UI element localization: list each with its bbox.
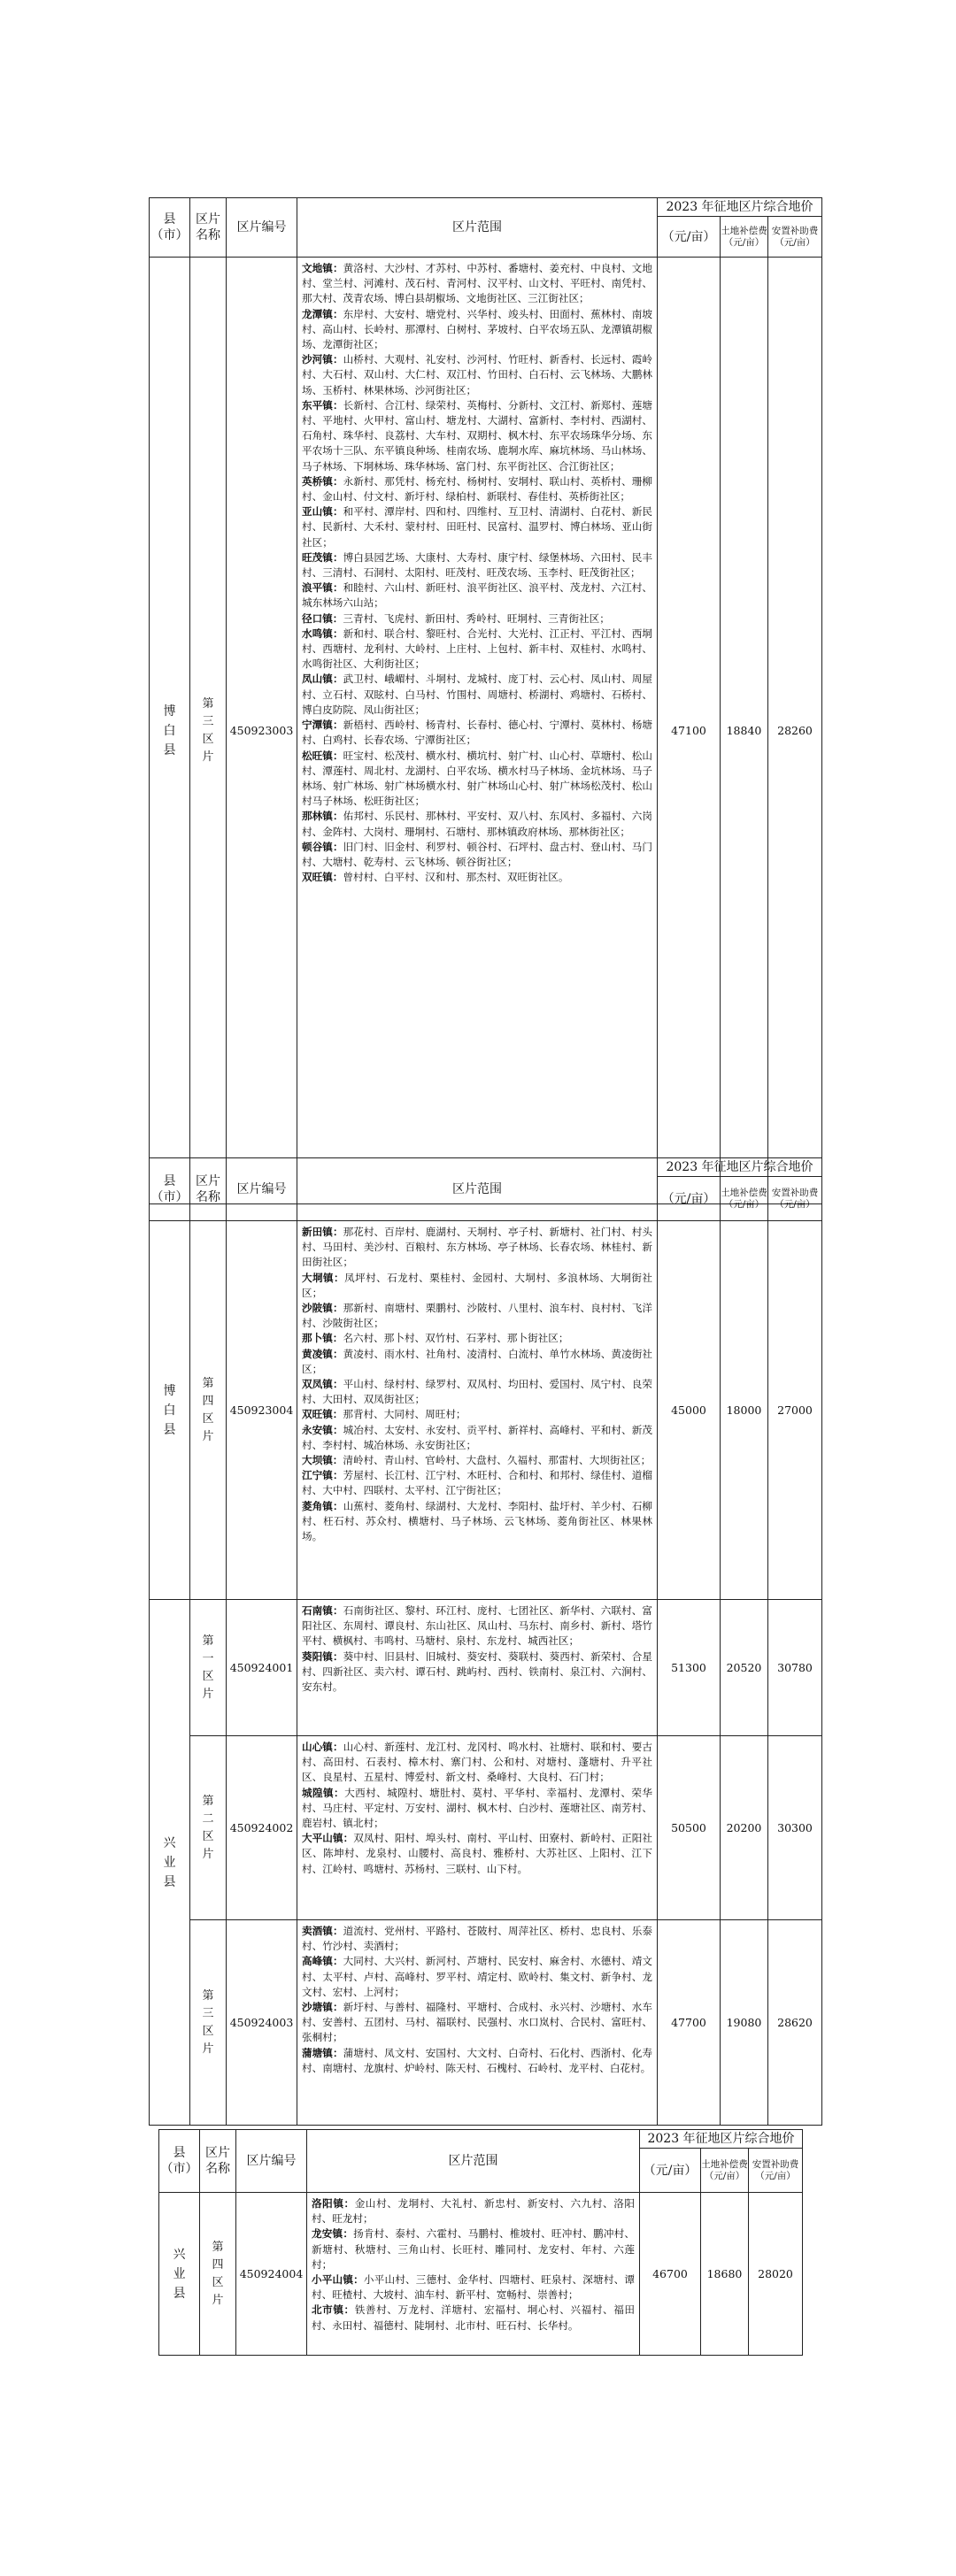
zone-name: 第一区片 (202, 1634, 214, 1701)
town-entry (302, 1468, 652, 1498)
land-price-table (158, 2129, 803, 2356)
header-land-comp: 土地补偿费（元/亩） (701, 2149, 749, 2193)
total-price: 45000 (658, 1221, 721, 1600)
header-zone-name: 区片名称 (200, 2130, 236, 2193)
table-row (150, 1221, 822, 1600)
town-villages: 黄洛村、大沙村、才苏村、中苏村、番塘村、姜充村、中良村、文地村、堂兰村、河滩村、茂石村、青河村、汉平村、山文村、平旺村、南凭村、那大村、茂青农场、博白县胡椒场、文地街社区、三江街社区； (302, 262, 652, 305)
town-name: 洛阳镇： (312, 2197, 355, 2210)
zone-scope (297, 1600, 658, 1736)
town-entry (302, 1603, 652, 1649)
town-villages: 山心村、新莲村、龙江村、龙冈村、鸣水村、社塘村、联和村、要古村、高田村、石表村、樟木村、寨门村、公和村、对塘村、蓬塘村、升平社区、良星村、五星村、博爱村、新文村、桑峰村、大良村、石门村； (302, 1741, 652, 1784)
town-entry (302, 398, 652, 474)
town-villages: 曾村村、白平村、汉和村、那杰村、双旺街社区。 (343, 871, 569, 884)
zone-name-cell (190, 1736, 227, 1920)
town-name: 沙塘镇： (302, 2001, 343, 2014)
header-zone-code: 区片编号 (227, 198, 297, 258)
total-price: 47700 (658, 1920, 721, 2126)
zone-scope (307, 2193, 640, 2356)
town-entry (302, 474, 652, 504)
land-comp-value: 20520 (721, 1600, 768, 1736)
town-villages: 永新村、那凭村、杨充村、杨树村、安垌村、联山村、英桥村、珊柳村、金山村、付文村、新圩村、绿柏村、新联村、春佳村、英桥街社区； (302, 474, 652, 504)
town-name: 文地镇： (302, 262, 343, 274)
town-name: 旺茂镇： (302, 550, 343, 564)
header-price-group: 2023 年征地区片综合地价 (658, 1158, 822, 1177)
town-name: 大坝镇： (302, 1454, 343, 1467)
town-name: 宁潭镇： (302, 719, 343, 732)
town-villages: 山桥村、大观村、礼安村、沙河村、竹旺村、新香村、长远村、霞岭村、大石村、双山村、大仁村、双江村、竹田村、白石村、云飞林场、大鹏林场、玉桥村、林果林场、沙河街社区； (302, 353, 652, 396)
town-name: 永安镇： (302, 1423, 343, 1436)
town-entry (312, 2196, 635, 2226)
header-total-unit: （元/亩） (658, 217, 721, 258)
town-entry (302, 1225, 652, 1271)
land-comp-value: 18680 (701, 2193, 749, 2356)
town-villages: 旺宝村、松茂村、横水村、横坑村、射广村、山心村、草塘村、松山村、潭莲村、周北村、龙湖村、白平农场、横水村马子林场、金坑林场、马子林场、射广林场、射广林场横水村、射广林场山心村、射广林场松茂村、松山村马子林场、松旺街社区； (302, 749, 652, 808)
town-villages: 名六村、那卜村、双竹村、石茅村、那卜街社区； (343, 1332, 569, 1345)
town-name: 松旺镇： (302, 749, 343, 762)
county-name: 兴业县 (173, 2247, 186, 2301)
town-entry (302, 840, 652, 870)
county-name: 博白县 (163, 1383, 176, 1437)
town-villages: 清岭村、青山村、官岭村、大盘村、久福村、那雷村、大坝街社区； (343, 1454, 651, 1467)
header-county: 县（市） (150, 198, 190, 258)
town-entry (302, 581, 652, 611)
total-price: 51300 (658, 1600, 721, 1736)
town-name: 江宁镇： (302, 1469, 343, 1482)
town-entry (302, 1499, 652, 1545)
resettle-value: 28620 (768, 1920, 822, 2126)
town-entry (302, 352, 652, 398)
town-entry (302, 550, 652, 581)
header-scope: 区片范围 (297, 1158, 658, 1221)
zone-name-cell (190, 258, 227, 1204)
town-name: 城隍镇： (302, 1786, 345, 1799)
county-cell (159, 2193, 200, 2356)
town-name: 石南镇： (302, 1604, 343, 1617)
zone-scope (297, 1221, 658, 1600)
town-villages: 旧门村、旧金村、利罗村、顿谷村、石坪村、盘古村、登山村、马门村、大塘村、乾寿村、云飞林场、顿谷街社区； (302, 840, 652, 868)
town-name: 东平镇： (302, 398, 343, 411)
zone-name-cell (190, 1600, 227, 1736)
town-name: 径口镇： (302, 611, 343, 625)
town-villages: 三青村、飞虎村、新田村、秀岭村、旺垌村、三青街社区； (343, 611, 610, 625)
county-cell (150, 1221, 190, 1600)
town-entry (302, 870, 652, 885)
town-name: 蒲塘镇： (302, 2046, 343, 2059)
header-zone-code: 区片编号 (236, 2130, 307, 2193)
header-land-comp: 土地补偿费（元/亩） (721, 1177, 768, 1221)
zone-code: 450924001 (227, 1600, 297, 1736)
town-name: 黄凌镇： (302, 1347, 343, 1360)
town-entry (302, 504, 652, 550)
town-villages: 双凤村、阳村、埠头村、南村、平山村、田寮村、新岭村、正阳社区、陈坤村、龙泉村、山腰村、高良村、雅桥村、大苏社区、上阳村、江下村、江岭村、鸣塘村、苏杨村、三联村、山下村。 (302, 1832, 652, 1875)
town-entry (302, 1331, 652, 1346)
land-comp-value: 18840 (721, 258, 768, 1204)
town-villages: 金山村、龙垌村、大礼村、新忠村、新安村、六九村、洛阳村、旺龙村； (312, 2197, 635, 2226)
zone-scope (297, 1920, 658, 2126)
town-entry (302, 749, 652, 810)
land-comp-value: 19080 (721, 1920, 768, 2126)
town-villages: 葵中村、旧县村、旧城村、葵安村、葵联村、葵西村、新荣村、合星村、四新社区、卖六村、谭石村、跳屿村、西村、铁南村、泉江村、六涧村、安东村。 (302, 1649, 652, 1694)
town-villages: 扬肯村、泰村、六霍村、马鹏村、椎坡村、旺冲村、鹏冲村、新塘村、秋塘村、三角山村、长旺村、雕同村、龙安村、年村、六莲村； (312, 2227, 635, 2271)
zone-name: 第四区片 (202, 1376, 214, 1443)
header-row (159, 2130, 803, 2149)
town-entry (302, 2000, 652, 2046)
town-name: 沙河镇： (302, 353, 343, 366)
town-name: 龙潭镇： (302, 307, 343, 320)
town-villages: 道流村、党州村、平路村、苍陂村、周萍社区、桥村、忠良村、乐泰村、竹沙村、卖酒村； (302, 1925, 652, 1953)
header-price-group: 2023 年征地区片综合地价 (658, 198, 822, 217)
header-total-unit: （元/亩） (640, 2149, 701, 2193)
town-villages: 凤坪村、石龙村、栗桂村、金园村、大垌村、多浪林场、大垌街社区； (302, 1271, 652, 1299)
header-row (150, 198, 822, 217)
town-entry (302, 627, 652, 673)
town-name: 新田镇： (302, 1226, 343, 1238)
header-total-unit: （元/亩） (658, 1177, 721, 1221)
header-resettle: 安置补助费（元/亩） (768, 1177, 822, 1221)
header-scope: 区片范围 (307, 2130, 640, 2193)
town-entry (302, 1740, 652, 1786)
town-entry (302, 1924, 652, 1954)
town-villages: 那花村、百岸村、鹿湖村、天垌村、亭子村、新塘村、社门村、村头村、马田村、美沙村、百粮村、东方林场、亭子林场、长春农场、林桂村、新田街社区； (302, 1226, 652, 1269)
town-entry (302, 1377, 652, 1407)
resettle-value: 27000 (768, 1221, 822, 1600)
town-villages: 小平山村、三德村、金华村、四塘村、旺泉村、深塘村、谭村、旺楂村、大坡村、油车村、新平村、宽畅村、崇善村； (312, 2273, 635, 2302)
town-entry (302, 1831, 652, 1877)
town-name: 大垌镇： (302, 1271, 345, 1284)
zone-name: 第三区片 (202, 696, 214, 764)
total-price: 47100 (658, 258, 721, 1204)
town-entry (302, 1407, 652, 1422)
town-name: 双凤镇： (302, 1378, 343, 1391)
town-villages: 佑邦村、乐民村、那林村、平安村、双八村、东风村、多福村、六岗村、金阵村、大岗村、珊垌村、石塘村、那林镇政府林场、那林街社区； (302, 810, 652, 838)
town-entry (312, 2272, 635, 2303)
town-name: 那林镇： (302, 810, 343, 823)
town-villages: 那新村、南塘村、栗鹏村、沙陂村、八里村、浪车村、良村村、飞洋村、沙陂街社区； (302, 1302, 652, 1330)
header-price-group: 2023 年征地区片综合地价 (640, 2130, 803, 2149)
county-name: 博白县 (163, 704, 176, 757)
town-villages: 大西村、城隍村、塘肚村、莫村、平华村、幸福村、龙潭村、荣华村、马庄村、平定村、万安村、湖村、枫木村、白沙村、莲塘社区、南芳村、鹿岩村、镇北村； (302, 1786, 652, 1830)
town-name: 沙陂镇： (302, 1302, 343, 1315)
town-name: 葵阳镇： (302, 1649, 343, 1663)
town-entry (302, 1954, 652, 2000)
town-name: 浪平镇： (302, 581, 343, 595)
town-entry (302, 1453, 652, 1468)
header-scope: 区片范围 (297, 198, 658, 258)
town-name: 顿谷镇： (302, 840, 343, 853)
total-price: 50500 (658, 1736, 721, 1920)
town-name: 龙安镇： (312, 2227, 354, 2241)
resettle-value: 28020 (749, 2193, 803, 2356)
town-villages: 新和村、联合村、黎旺村、合光村、大光村、江正村、平江村、西垌村、西塘村、龙利村、大岭村、上庄村、上包村、新丰村、双桂村、水鸣村、水鸣街社区、大利街社区； (302, 627, 652, 671)
zone-name: 第四区片 (212, 2240, 224, 2307)
town-entry (302, 307, 652, 353)
town-name: 小平山镇： (312, 2273, 364, 2287)
town-entry (302, 718, 652, 748)
header-zone-name: 区片名称 (190, 198, 227, 258)
town-name: 双旺镇： (302, 1408, 343, 1421)
zone-scope (297, 1736, 658, 1920)
town-name: 山心镇： (302, 1741, 343, 1753)
land-price-table (149, 1157, 822, 2126)
zone-code: 450924004 (236, 2193, 307, 2356)
town-villages: 新圩村、与善村、福隆村、平塘村、合成村、永兴村、沙塘村、水车村、安善村、五团村、马村、福联村、民强村、水口岚村、合民村、富旺村、张桐村； (302, 2001, 652, 2044)
table-row (150, 1920, 822, 2126)
town-name: 卖酒镇： (302, 1925, 343, 1937)
town-villages: 长新村、合江村、绿荣村、英梅村、分新村、文江村、新郑村、莲塘村、平地村、火甲村、富山村、塘龙村、大湖村、富新村、李村村、西湖村、石角村、珠华村、良荔村、大车村、双期村、枫木村、东平农场珠华分场、东平农场十三队、东平镇良种场、桂南农场、鹿垌水库、麻坑林场、马山林场、马子林场、下垌林场、珠华林场、富门村、东平街社区、合江街社区； (302, 398, 652, 473)
town-villages: 芳屋村、长江村、江宁村、木旺村、合和村、和邦村、绿佳村、道榴村、大中村、四联村、太平村、江宁街社区； (302, 1469, 652, 1497)
town-name: 菱角镇： (302, 1499, 343, 1512)
town-entry (302, 2046, 652, 2076)
table-row (150, 1736, 822, 1920)
zone-name-cell (190, 1920, 227, 2126)
zone-scope (297, 258, 658, 1204)
town-name: 大平山镇： (302, 1832, 354, 1845)
table-row (159, 2193, 803, 2356)
town-entry (312, 2303, 635, 2333)
land-comp-value: 20200 (721, 1736, 768, 1920)
zone-code: 450924002 (227, 1736, 297, 1920)
total-price: 46700 (640, 2193, 701, 2356)
town-name: 高峰镇： (302, 1955, 343, 1968)
town-entry (302, 261, 652, 307)
header-resettle: 安置补助费（元/亩） (768, 217, 822, 258)
zone-name: 第三区片 (202, 1988, 214, 2056)
town-name: 凤山镇： (302, 673, 343, 686)
resettle-value: 30300 (768, 1736, 822, 1920)
resettle-value: 28260 (768, 258, 822, 1204)
county-cell (150, 258, 190, 1204)
town-entry (302, 672, 652, 718)
town-name: 英桥镇： (302, 474, 343, 488)
land-comp-value: 18000 (721, 1221, 768, 1600)
resettle-value: 30780 (768, 1600, 822, 1736)
town-entry (302, 1271, 652, 1301)
town-villages: 大同村、大兴村、新河村、芦塘村、民安村、麻舍村、水德村、靖文村、太平村、卢村、高峰村、罗平村、靖定村、欧岭村、集文村、新争村、龙文村、宏村、上河村； (302, 1955, 652, 1998)
town-name: 那卜镇： (302, 1332, 343, 1345)
header-zone-code: 区片编号 (227, 1158, 297, 1221)
town-name: 水鸣镇： (302, 627, 343, 640)
zone-name-cell (190, 1221, 227, 1600)
town-villages: 山蕉村、菱角村、绿湖村、大龙村、李阳村、盐圩村、羊少村、石柳村、枉石村、苏众村、横塘村、马子林场、云飞林场、菱角街社区、林果林场。 (302, 1499, 652, 1543)
town-entry (302, 1423, 652, 1453)
header-land-comp: 土地补偿费（元/亩） (721, 217, 768, 258)
table-row (150, 258, 822, 1204)
town-entry (302, 611, 652, 627)
town-villages: 和睦村、六山村、新旺村、浪平街社区、浪平村、茂龙村、六江村、城东林场六山站； (302, 581, 652, 610)
town-villages: 东岸村、大安村、塘党村、兴华村、竣头村、田面村、蕉林村、南坡村、高山村、长岭村、那潭村、白树村、茅坡村、白平农场五队、龙潭镇胡椒场、龙潭街社区； (302, 307, 652, 351)
town-entry (302, 1649, 652, 1696)
town-villages: 那背村、大同村、周旺村； (343, 1408, 466, 1421)
town-villages: 蒲塘村、凤文村、安国村、大文村、白奇村、石化村、西浙村、化寿村、南塘村、龙旗村、炉岭村、陈天村、石槐村、石岭村、龙平村、白花村。 (302, 2046, 652, 2074)
town-villages: 铁善村、万龙村、洋塘村、宏福村、垌心村、兴福村、福田村、永田村、福德村、陡垌村、北市村、旺石村、长华村。 (312, 2303, 635, 2332)
county-cell (150, 1600, 190, 2126)
header-resettle: 安置补助费（元/亩） (749, 2149, 803, 2193)
town-name: 亚山镇： (302, 505, 343, 519)
header-row (150, 1158, 822, 1177)
header-county: 县（市） (150, 1158, 190, 1221)
town-villages: 平山村、绿村村、绿罗村、双凤村、均田村、爱国村、凤宁村、良荣村、大田村、双凤街社区； (302, 1378, 652, 1406)
town-entry (302, 1786, 652, 1832)
town-entry (312, 2226, 635, 2272)
zone-code: 450923003 (227, 258, 297, 1204)
town-villages: 博白县园艺场、大康村、大寿村、康宁村、绿堡林场、六田村、民丰村、三清村、石洞村、太阳村、旺茂村、旺茂农场、玉李村、旺茂街社区； (302, 550, 652, 580)
town-name: 双旺镇： (302, 871, 343, 884)
town-villages: 城冶村、太安村、永安村、贡平村、新祥村、高峰村、平和村、新茂村、李村村、城冶林场、永安街社区； (302, 1423, 652, 1451)
zone-name-cell (200, 2193, 236, 2356)
town-villages: 石南街社区、黎村、环江村、庞村、七团社区、新华村、六联村、富阳社区、东周村、谭良村、东山社区、凤山村、马东村、南乡村、新村、塔竹平村、横枫村、韦鸣村、马塘村、泉村、东龙村、城西社区； (302, 1604, 652, 1648)
table-row (150, 1600, 822, 1736)
header-zone-name: 区片名称 (190, 1158, 227, 1221)
town-entry (302, 1301, 652, 1331)
county-name: 兴业县 (163, 1835, 176, 1889)
zone-code: 450923004 (227, 1221, 297, 1600)
zone-name: 第二区片 (202, 1794, 214, 1861)
town-villages: 新梧村、西岭村、杨青村、长春村、德心村、宁潭村、莫林村、杨塘村、白鸡村、长春农场、宁潭街社区； (302, 719, 652, 747)
town-entry (302, 1347, 652, 1377)
town-villages: 武卫村、峨嵋村、斗垌村、龙城村、庞丁村、云心村、凤山村、周屋村、立石村、双眩村、白马村、竹围村、周塘村、桥湖村、鸡塘村、石桥村、博白皮防院、凤山街社区； (302, 673, 652, 716)
town-name: 北市镇： (312, 2303, 355, 2317)
town-villages: 和平村、潭岸村、四和村、四维村、互卫村、清湖村、白花村、新民村、民新村、大禾村、蒙村村、田旺村、民富村、温罗村、博白林场、亚山街社区； (302, 505, 652, 549)
zone-code: 450924003 (227, 1920, 297, 2126)
header-county: 县（市） (159, 2130, 200, 2193)
town-entry (302, 809, 652, 839)
land-price-table (149, 197, 822, 1204)
town-villages: 黄凌村、雨水村、社角村、凌清村、白流村、单竹水林场、黄凌街社区； (302, 1347, 652, 1375)
